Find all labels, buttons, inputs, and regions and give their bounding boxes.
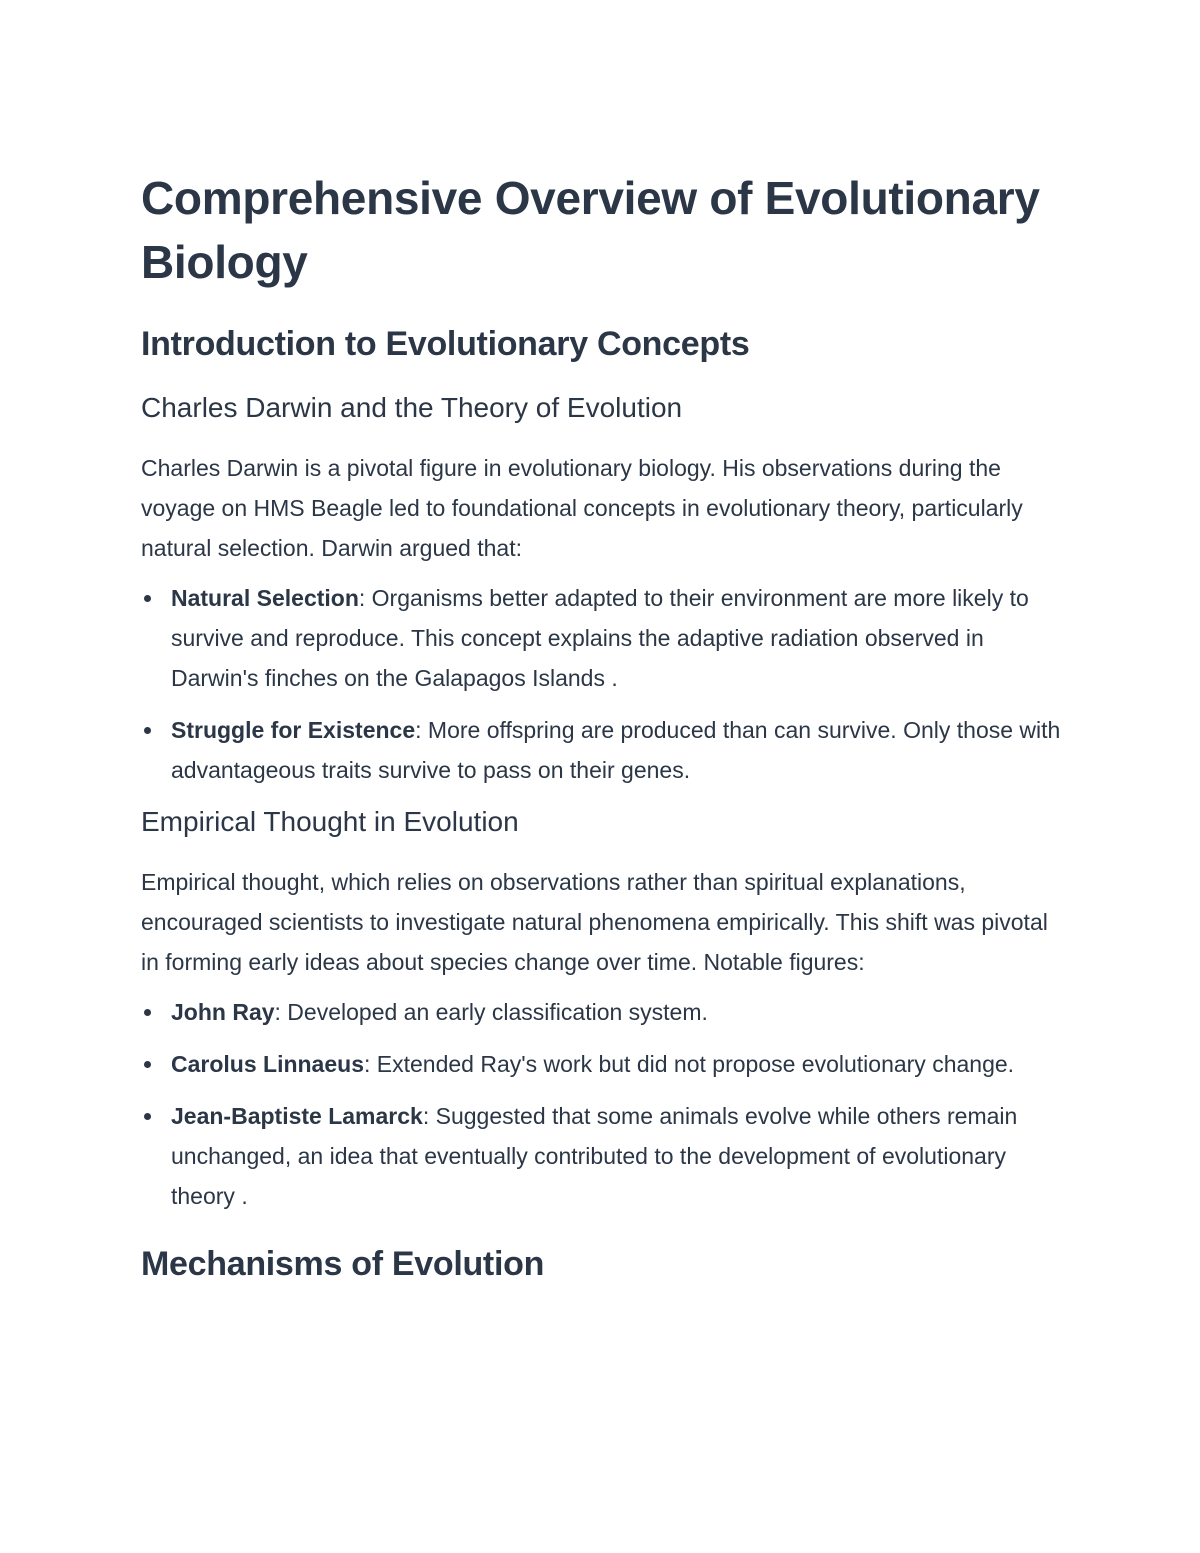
darwin-list	[141, 578, 1071, 790]
document-page	[141, 166, 1071, 1286]
empirical-paragraph: Empirical thought, which relies on observations rather than spiritual explanations, encouraged scientists to investigate natural phenomena empirically. This shift was pivotal in forming early ideas about species change over time. Notable figures:	[141, 869, 1048, 975]
list-item-text: : Organisms better adapted to their environment are more likely to survive and reproduce. This concept explains the adaptive radiation observed in Darwin's finches on the Galapagos Islands .	[171, 585, 1029, 691]
list-item	[141, 578, 1071, 698]
section-heading-introduction: Introduction to Evolutionary Concepts	[141, 325, 750, 363]
bullet-icon	[144, 1061, 151, 1068]
list-item	[141, 1096, 1071, 1216]
darwin-paragraph: Charles Darwin is a pivotal figure in evolutionary biology. His observations during the voyage on HMS Beagle led to foundational concepts in evolutionary theory, particularly natural selection. Darwin argued that:	[141, 455, 1023, 561]
bullet-icon	[144, 1009, 151, 1016]
bullet-icon	[144, 595, 151, 602]
list-item-text: : Extended Ray's work but did not propose evolutionary change.	[363, 1051, 1015, 1077]
list-item-term: Jean-Baptiste Lamarck	[171, 1103, 423, 1129]
list-item-text: : Suggested that some animals evolve while others remain unchanged, an idea that eventually contributed to the development of evolutionary theory .	[171, 1103, 1018, 1209]
section-heading-mechanisms: Mechanisms of Evolution	[141, 1245, 545, 1283]
list-item-term: John Ray	[171, 999, 275, 1025]
bullet-icon	[144, 727, 151, 734]
list-item	[141, 992, 1071, 1032]
list-item-term: Natural Selection	[171, 585, 359, 611]
subsection-heading-darwin: Charles Darwin and the Theory of Evolution	[141, 392, 683, 423]
list-item	[141, 1044, 1071, 1084]
document-title: Comprehensive Overview of Evolutionary Biology	[141, 172, 1040, 288]
list-item-text: : Developed an early classification system.	[274, 999, 708, 1025]
subsection-heading-empirical: Empirical Thought in Evolution	[141, 806, 519, 837]
bullet-icon	[144, 1113, 151, 1120]
list-item-term: Struggle for Existence	[171, 717, 416, 743]
list-item-text: : More offspring are produced than can survive. Only those with advantageous traits survive to pass on their genes.	[171, 717, 1061, 783]
list-item-term: Carolus Linnaeus	[171, 1051, 364, 1077]
empirical-list	[141, 992, 1071, 1216]
list-item	[141, 710, 1071, 790]
